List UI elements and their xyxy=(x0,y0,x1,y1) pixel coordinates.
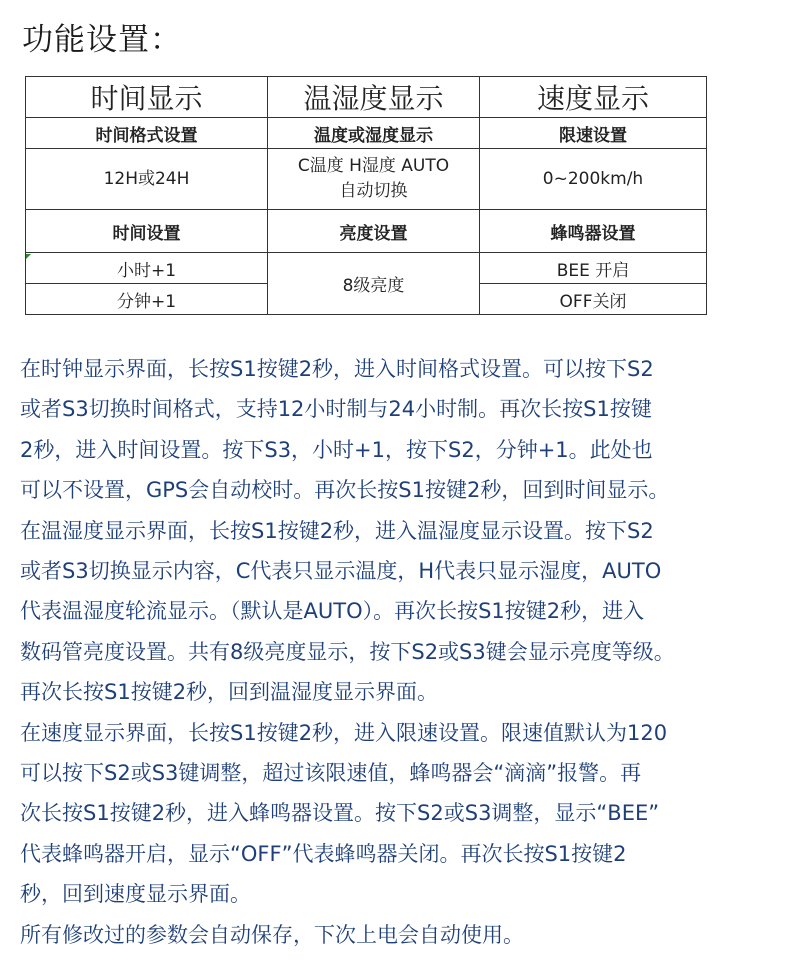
header-speed-display: 速度显示 xyxy=(480,77,707,118)
cell-speed-limit-setting: 限速设置 xyxy=(480,118,707,149)
table-subtitle-row xyxy=(26,118,707,149)
instruction-line: 秒，回到速度显示界面。 xyxy=(20,882,251,907)
table-header-row xyxy=(26,77,707,118)
table-subtitle-row-2 xyxy=(26,210,707,253)
cell-brightness-setting: 亮度设置 xyxy=(268,210,480,253)
instruction-line: 在时钟显示界面，长按S1按键2秒，进入时间格式设置。可以按下S2 xyxy=(20,357,654,381)
header-time-display: 时间显示 xyxy=(26,77,268,118)
cell-minute-plus-one: 分钟+1 xyxy=(26,284,268,315)
instructions-text xyxy=(20,349,782,955)
table-value-row-2 xyxy=(26,253,707,284)
instruction-line: 数码管亮度设置。共有8级亮度显示，按下S2或S3键会显示亮度等级。 xyxy=(20,639,675,664)
instruction-line: 在温湿度显示界面，长按S1按键2秒，进入温湿度显示设置。按下S2 xyxy=(20,518,654,543)
section-title: 功能设置： xyxy=(22,22,182,58)
cell-speed-range: 0~200km/h xyxy=(480,149,707,210)
table-value-row xyxy=(26,149,707,210)
instruction-line: 次长按S1按键2秒，进入蜂鸣器设置。按下S2或S3调整，显示“BEE” xyxy=(20,801,660,826)
cell-corner-marker xyxy=(26,254,31,259)
header-temp-humidity-display: 温湿度显示 xyxy=(268,77,480,118)
instruction-line: 2秒，进入时间设置。按下S3，小时+1，按下S2，分钟+1。此处也 xyxy=(20,437,653,462)
cell-temp-humidity-auto-text: C温度 H湿度 AUTO 自动切换 xyxy=(297,156,450,201)
cell-hour-plus-one: 小时+1 xyxy=(26,253,268,284)
cell-bee-on: BEE 开启 xyxy=(480,253,707,284)
cell-buzzer-setting: 蜂鸣器设置 xyxy=(480,210,707,253)
cell-time-format-setting: 时间格式设置 xyxy=(26,118,268,149)
instruction-line: 再次长按S1按键2秒，回到温湿度显示界面。 xyxy=(20,680,439,705)
instruction-line: 可以按下S2或S3键调整，超过该限速值，蜂鸣器会“滴滴”报警。再 xyxy=(20,761,642,786)
cell-temp-humidity-auto xyxy=(268,149,480,210)
cell-time-setting: 时间设置 xyxy=(26,210,268,253)
cell-temp-or-humidity-display: 温度或湿度显示 xyxy=(268,118,480,149)
cell-off-close: OFF关闭 xyxy=(480,284,707,315)
cell-12h-24h: 12H或24H xyxy=(26,149,268,210)
instruction-line: 在速度显示界面，长按S1按键2秒，进入限速设置。限速值默认为120 xyxy=(20,720,668,745)
instruction-line: 代表温湿度轮流显示。（默认是AUTO）。再次长按S1按键2秒，进入 xyxy=(20,599,645,624)
instruction-line: 可以不设置，GPS会自动校时。再次长按S1按键2秒，回到时间显示。 xyxy=(20,478,670,503)
instruction-line: 代表蜂鸣器开启，显示“OFF”代表蜂鸣器关闭。再次长按S1按键2 xyxy=(20,841,627,866)
instruction-line: 所有修改过的参数会自动保存，下次上电会自动使用。 xyxy=(20,922,524,947)
cell-brightness-levels: 8级亮度 xyxy=(268,253,480,315)
instruction-line: 或者S3切换显示内容，C代表只显示温度，H代表只显示湿度，AUTO xyxy=(20,559,662,584)
instruction-line: 或者S3切换时间格式，支持12小时制与24小时制。再次长按S1按键 xyxy=(20,397,652,422)
function-settings-table xyxy=(25,76,707,315)
